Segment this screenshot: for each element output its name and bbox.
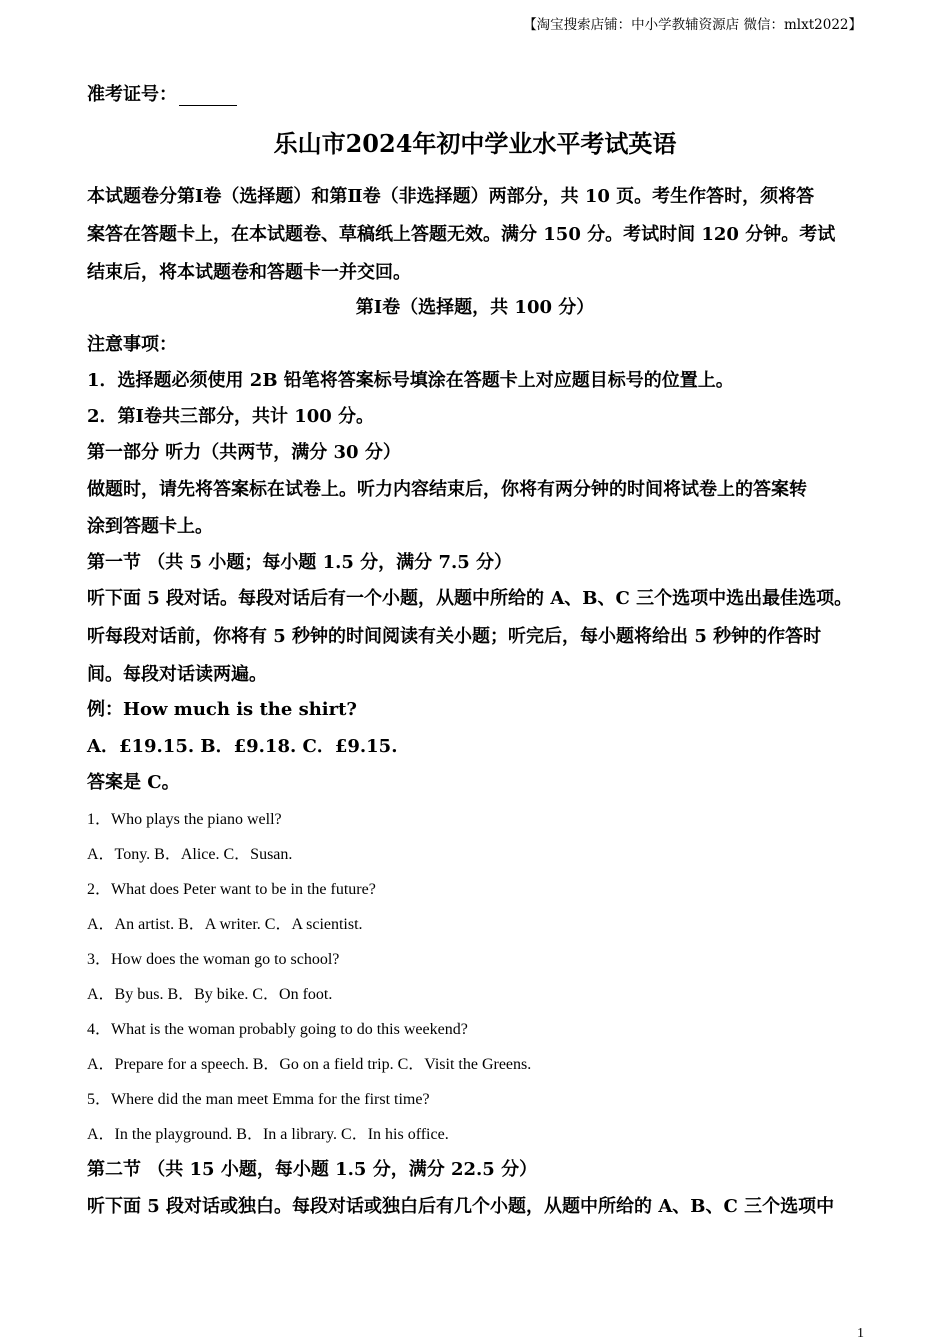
question-2-options: A．An artist. B．A writer. C．A scientist. [87, 916, 363, 933]
intro-line-1: 本试题卷分第Ⅰ卷（选择题）和第Ⅱ卷（非选择题）两部分，共 10 页。考生作答时，须将答 [87, 186, 815, 207]
example-answer: 答案是 C。 [87, 772, 180, 793]
question-1-options: A．Tony. B．Alice. C．Susan. [87, 846, 293, 863]
notice-item-2: 2．第Ⅰ卷共三部分，共计 100 分。 [87, 406, 375, 427]
volume-title: 第Ⅰ卷（选择题，共 100 分） [355, 297, 595, 318]
section1-instruction-line-2: 听每段对话前，你将有 5 秒钟的时间阅读有关小题；听完后，每小题将给出 5 秒钟的作答时 [87, 626, 822, 647]
section1-heading: 第一节 （共 5 小题；每小题 1.5 分，满分 7.5 分） [87, 552, 513, 573]
question-5: 5．Where did the man meet Emma for the first time? [87, 1091, 430, 1108]
part1-instruction-line-1: 做题时，请先将答案标在试卷上。听力内容结束后，你将有两分钟的时间将试卷上的答案转 [87, 479, 807, 500]
question-3: 3．How does the woman go to school? [87, 951, 340, 968]
example-question: 例：How much is the shirt? [87, 699, 357, 720]
section1-instruction-line-1: 听下面 5 段对话。每段对话后有一个小题，从题中所给的 A、B、C 三个选项中选出最佳选项。 [87, 588, 853, 609]
example-options: A．£19.15. B．£9.18. C．£9.15. [87, 736, 398, 757]
question-3-options: A．By bus. B．By bike. C．On foot. [87, 986, 333, 1003]
question-4: 4．What is the woman probably going to do this weekend? [87, 1021, 468, 1038]
notice-item-1: 1．选择题必须使用 2B 铅笔将答案标号填涂在答题卡上对应题目标号的位置上。 [87, 370, 734, 391]
exam-number-field [87, 80, 237, 106]
intro-line-2: 案答在答题卡上，在本试题卷、草稿纸上答题无效。满分 150 分。考试时间 120 分钟。考试 [87, 224, 836, 245]
part1-heading: 第一部分 听力（共两节，满分 30 分） [87, 442, 401, 463]
page-title: 乐山市2024年初中学业水平考试英语 [273, 129, 677, 158]
section2-instruction: 听下面 5 段对话或独白。每段对话或独白后有几个小题，从题中所给的 A、B、C 三个选项中 [87, 1196, 835, 1217]
section1-instruction-line-3: 间。每段对话读两遍。 [87, 664, 267, 685]
notice-heading: 注意事项： [87, 334, 177, 355]
part1-instruction-line-2: 涂到答题卡上。 [87, 516, 213, 537]
exam-number-label: 准考证号： [87, 84, 177, 105]
question-2: 2．What does Peter want to be in the future? [87, 881, 376, 898]
header-note: 【淘宝搜索店铺：中小学教辅资源店 微信：mlxt2022】 [523, 17, 862, 33]
question-4-options: A．Prepare for a speech. B．Go on a field trip. C．Visit the Greens. [87, 1056, 532, 1073]
exam-number-blank [179, 88, 237, 106]
page-number: 1 [857, 1326, 864, 1341]
intro-line-3: 结束后，将本试题卷和答题卡一并交回。 [87, 262, 411, 283]
question-5-options: A．In the playground. B．In a library. C．In his office. [87, 1126, 449, 1143]
section2-heading: 第二节 （共 15 小题，每小题 1.5 分，满分 22.5 分） [87, 1159, 538, 1180]
question-1: 1．Who plays the piano well? [87, 811, 282, 828]
